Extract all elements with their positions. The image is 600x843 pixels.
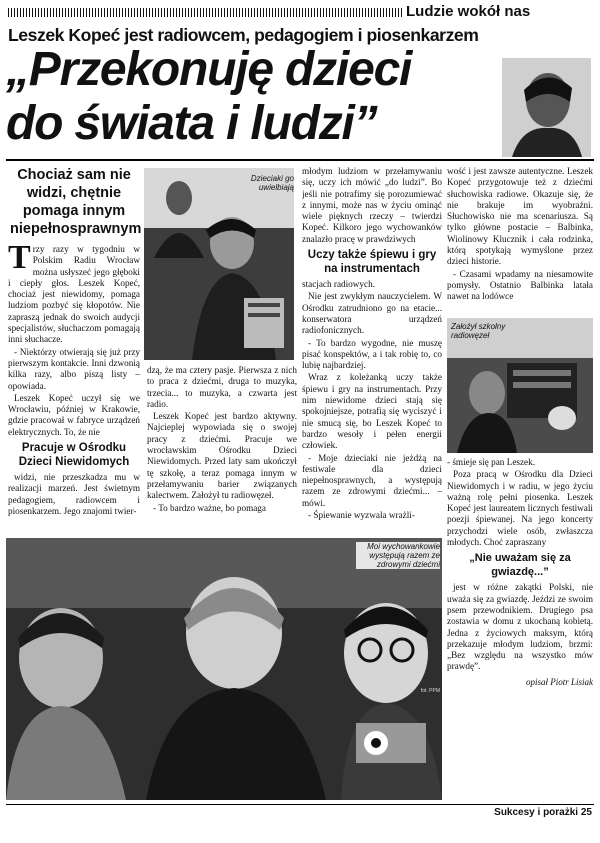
header-hatched-bar	[8, 8, 403, 17]
footer-rule	[6, 804, 594, 805]
article-title-line2: do świata i ludzi”	[6, 97, 377, 150]
photo-kids-love-him	[144, 168, 294, 360]
col4-paragraph-5: jest w różne zakątki Polski, nie uważa się za gwiazdę. Jeździ ze swoim psem przewodnikiem. Drugiego psa zostawia w domu z ukochaną kobietą. Jedna z życiowych maksym, którą przekazuje młodym ludziom, brzmi: „Bez względu na wszystko mów prawdę”.	[447, 582, 593, 672]
col3-paragraph-1: młodym ludziom w przełamywaniu się, uczy ich mówić „do ludzi”. Bo jeśli nie potrafimy się porozumiewać z innymi, może nas w życiu ominąć wiele pięknych rzeczy – twierdzi Kopeć. Kilkoro jego wychowanków znalazło pracę w prawdziwych	[302, 166, 442, 244]
col3-paragraph-3: Nie jest zwykłym nauczycielem. W Ośrodku zatrudniono go na etacie... konserwatora urządzeń radiofonicznych.	[302, 291, 442, 336]
col1-paragraph-1: rzy razy w tygodniu w Polskim Radiu Wrocław można usłyszeć jego głęboki i ciepły głos. Leszek Kopeć, chociaż jest niewidomy, pomaga ludziom pozbyć się kłopotów. Nie zapraszą jednak do swoich audycji specjalistów, słuchaczom pomagają inni słuchacze.	[8, 244, 140, 345]
col3-paragraph-4: - To bardzo wygodne, nie muszę pisać konspektów, a i tak robię to, co lubię najbardziej.	[302, 337, 442, 371]
article-kicker: Leszek Kopeć jest radiowcem, pedagogiem i piosenkarzem	[8, 25, 479, 45]
article-title-line1: „Przekonuję dzieci	[6, 43, 412, 96]
photo-credit: fot. PPM	[420, 688, 440, 694]
caption-photo-1: Dzieciaki go uwielbiają	[250, 174, 294, 192]
col2-paragraph-2: Leszek Kopeć jest bardzo aktywny. Najcieplej wypowiada się o swojej pracy z dziećmi. Pracuje we wrocławskim Ośrodku Dzieci Niewidomych. Przed laty sam ukończył tę szkołę, a teraz pomaga innym w przełamywaniu barier związanych kalectwem. Założył tu radiowęzeł.	[147, 411, 297, 501]
col2-paragraph-1: dzą, że ma cztery pasje. Pierwsza z nich to praca z dziećmi, druga to muzyka, trzecia... to muzyka, a czwarta jest radio.	[147, 365, 297, 409]
column-1	[8, 244, 140, 534]
footer-section: Sukcesy i porażki	[494, 807, 579, 818]
col2-paragraph-3: - To bardzo ważne, bo pomaga	[153, 502, 266, 513]
col4-paragraph-1: wość i jest zawsze autentyczne. Leszek Kopeć przygotowuje też z dziećmi słuchowiska radiowe. Okazuje się, że nie brakuje im wyobraźni. Słuchowisko nie ma scenariusza. Są tylko główne postacie – Balbinka, Wiolinowy Klucznik i cała rodzinka, którą spotykają wymyślone przez dzieci historie.	[447, 166, 593, 267]
column-4-top	[447, 166, 593, 314]
col1-paragraph-3: Leszek Kopeć uczył się we Wrocławiu, później w Krakowie, gdzie pracował w fabryce urządzeń elektrycznych. To, że nie	[8, 392, 140, 437]
title-rule	[6, 159, 594, 161]
section-header	[8, 3, 596, 23]
caption-photo-3: Moi wychowankowie występują razem ze zdrowymi dziećmi	[356, 542, 440, 569]
col4-paragraph-3: - śmieje się pan Leszek.	[447, 457, 536, 467]
portrait-photo	[502, 58, 591, 157]
column-3	[302, 166, 442, 534]
article-lead: Chociaż sam nie widzi, chętnie pomaga innym niepełnosprawnym	[10, 167, 142, 237]
subheading-3: „Nie uważam się za gwiazdę...”	[469, 552, 571, 579]
footer	[494, 807, 592, 818]
drop-cap: T	[8, 244, 31, 276]
subheading-1: Pracuje w Ośrodku Dzieci Niewidomych	[18, 442, 130, 469]
caption-photo-2: Założył szkolny radiowęzeł	[451, 322, 506, 340]
author-byline: opisał Piotr Lisiak	[525, 676, 593, 687]
column-4-bottom	[447, 457, 593, 793]
subheading-2: Uczy także śpiewu i gry na instrumentach	[307, 249, 437, 276]
section-title: Ludzie wokół nas	[406, 3, 531, 20]
photo-radio-station	[447, 318, 593, 453]
column-2	[147, 365, 297, 533]
col3-paragraph-5: Wraz z koleżanką uczy także śpiewu i gry na instrumentach. Przy nim niewidome dzieci stają się spokojniejsze, potrafią się wyciszyć i nie smucą się, bo Leszek Kopeć to bardzo wesoły i pełen energii człowiek.	[302, 372, 442, 451]
col3-paragraph-7: - Śpiewanie wyzwala wrażli-	[308, 510, 415, 521]
photo-children-singing	[6, 538, 442, 800]
col1-paragraph-2: - Niektórzy otwierają się już przy pierwszym kontakcie. Inni dzwonią kilka razy, albo piszą listy – opowiada.	[8, 346, 140, 391]
page-number: 25	[580, 807, 592, 818]
col4-paragraph-2: - Czasami wpadamy na niesamowite pomysły. Ostatnio Balbinka latała nawet na lodówce	[447, 268, 593, 302]
col3-paragraph-2: stacjach radiowych.	[302, 279, 375, 290]
col1-paragraph-4: widzi, nie przeszkadza mu w realizacji marzeń. Jest świetnym pedagogiem, radiowcem i piosenkarzem. Jego znajomi twier-	[8, 472, 140, 516]
col4-paragraph-4: Poza pracą w Ośrodku dla Dzieci Niewidomych i w radiu, w jego życiu ważną rolę pełni piosenka. Leszek Kopeć jest laureatem licznych festiwali poezji śpiewanej. Na jego koncerty przychodzi wiele osób, zwłaszcza młodych. Choć zapraszany	[447, 469, 593, 548]
col3-paragraph-6: - Moje dzieciaki nie jeżdżą na festiwale dla dzieci niepełnosprawnych, a występują razem ze zdrowymi dziećmi... – mówi.	[302, 452, 442, 508]
